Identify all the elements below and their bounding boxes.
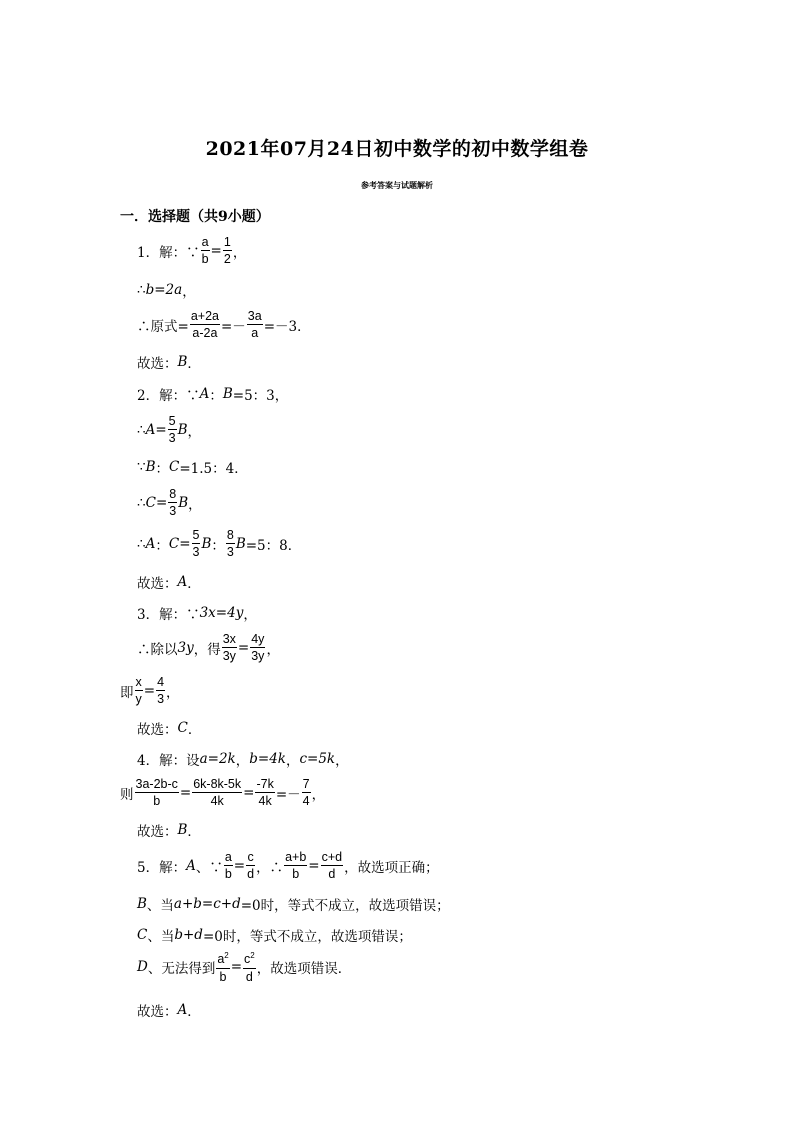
q2-fraction: $\frac{5}{3}$ (192, 528, 200, 560)
q5-fraction: $\frac{c}{d}$ (247, 850, 255, 882)
q3-fraction: $\frac{x}{y}$ (135, 675, 142, 707)
q1-expr: b=2a (145, 282, 183, 298)
q3-line-2: ∴除以 3y ，得 $\frac{3x}{3y}$ = $\frac{4y}{3y}$ ， (137, 632, 280, 664)
q1-text: =－3． (263, 318, 311, 335)
q1-text: ， (182, 284, 196, 300)
q1-text: 1．解：∵ (137, 244, 200, 261)
q5-fraction: $\frac{a+b}{b}$ (285, 850, 307, 882)
q3-line-3: 即 $\frac{x}{y}$ = $\frac{4}{3}$ ， (120, 675, 180, 707)
q4-fraction: $\frac{6k-8k-5k}{4k}$ (193, 777, 242, 809)
q1-text: = (210, 242, 222, 259)
q2-fraction: $\frac{8}{3}$ (169, 487, 177, 519)
q5-fraction: $\frac{c^2}{d}$ (244, 951, 255, 984)
q2-line-5: ∴ A ： C = $\frac{5}{3}$ B ： $\frac{8}{3}$ B =5：8． (137, 528, 302, 560)
q1-fraction: $\frac{a}{b}$ (201, 235, 209, 267)
q3-fraction: $\frac{4}{3}$ (157, 675, 165, 707)
q5-line-2: B 、当 a+b=c+d =0时，等式不成立，故选项错误； (137, 896, 450, 914)
q5-line-3: C 、当 b+d =0时，等式不成立，故选项错误； (137, 927, 412, 945)
q1-fraction: $\frac{1}{2}$ (223, 235, 231, 267)
q2-line-1: 2．解：∵ A ： B =5：3， (137, 386, 289, 404)
page-title: 2021年07月24日初中数学的初中数学组卷 (205, 138, 589, 160)
q1-fraction: $\frac{3a}{a}$ (247, 309, 262, 341)
q2-line-4: ∴ C = $\frac{8}{3}$ B ， (137, 487, 202, 519)
q3-fraction: $\frac{4y}{3y}$ (251, 632, 265, 664)
q1-line-3 (137, 309, 311, 341)
q1-answer: 故选： B ． (137, 354, 201, 372)
q1-text: =－ (220, 318, 246, 335)
q3-fraction: $\frac{3x}{3y}$ (222, 632, 236, 664)
q5-answer: 故选： A ． (137, 1002, 201, 1020)
q2-fraction: $\frac{8}{3}$ (226, 528, 234, 560)
q2-answer: 故选： A ． (137, 574, 201, 592)
page-subtitle: 参考答案与试题解析 (361, 180, 433, 190)
q5-fraction: $\frac{c+d}{d}$ (321, 850, 343, 882)
q2-line-3: ∵ B ： C =1.5：4． (137, 459, 248, 477)
q5-fraction: $\frac{a}{b}$ (224, 850, 232, 882)
q1-text: ∴ (137, 282, 146, 298)
q3-line-1: 3．解：∵ 3x=4y ， (137, 605, 257, 623)
q4-fraction: $\frac{7}{4}$ (302, 777, 310, 809)
q4-fraction: $\frac{-7k}{4k}$ (256, 777, 274, 809)
q1-line-2 (137, 280, 196, 300)
q4-line-1: 4．解：设 a=2k ， b=4k ， c=5k ， (137, 751, 349, 769)
q2-line-2: ∴ A = $\frac{5}{3}$ B ， (137, 414, 202, 446)
q4-fraction: $\frac{3a-2b-c}{b}$ (135, 777, 178, 809)
q4-line-2: 则 $\frac{3a-2b-c}{b}$ = $\frac{6k-8k-5k}{4k}$ = $\frac{-7k}{4k}$ =－ $\frac{7}{4}$ ， (120, 777, 326, 809)
q1-text: ， (232, 244, 247, 261)
q5-line-4: D 、无法得到 $\frac{a^2}{b}$ = $\frac{c^2}{d}$ ，故选项错误． (137, 951, 352, 984)
q4-answer: 故选： B ． (137, 822, 201, 840)
section-heading: 一．选择题（共9小题） (120, 209, 270, 225)
q1-line-1 (137, 235, 246, 267)
q5-line-1: 5．解： A 、∵ $\frac{a}{b}$ = $\frac{c}{d}$ ，∴ $\frac{a+b}{b}$ = $\frac{c+d}{d}$ ，故选项正确； (137, 850, 439, 882)
q5-fraction: $\frac{a^2}{b}$ (217, 951, 229, 984)
q3-answer: 故选： C ． (137, 720, 202, 738)
q1-fraction: $\frac{a+2a}{a-2a}$ (190, 309, 219, 341)
q2-fraction: $\frac{5}{3}$ (168, 414, 176, 446)
q1-text: ∴原式= (137, 318, 189, 335)
